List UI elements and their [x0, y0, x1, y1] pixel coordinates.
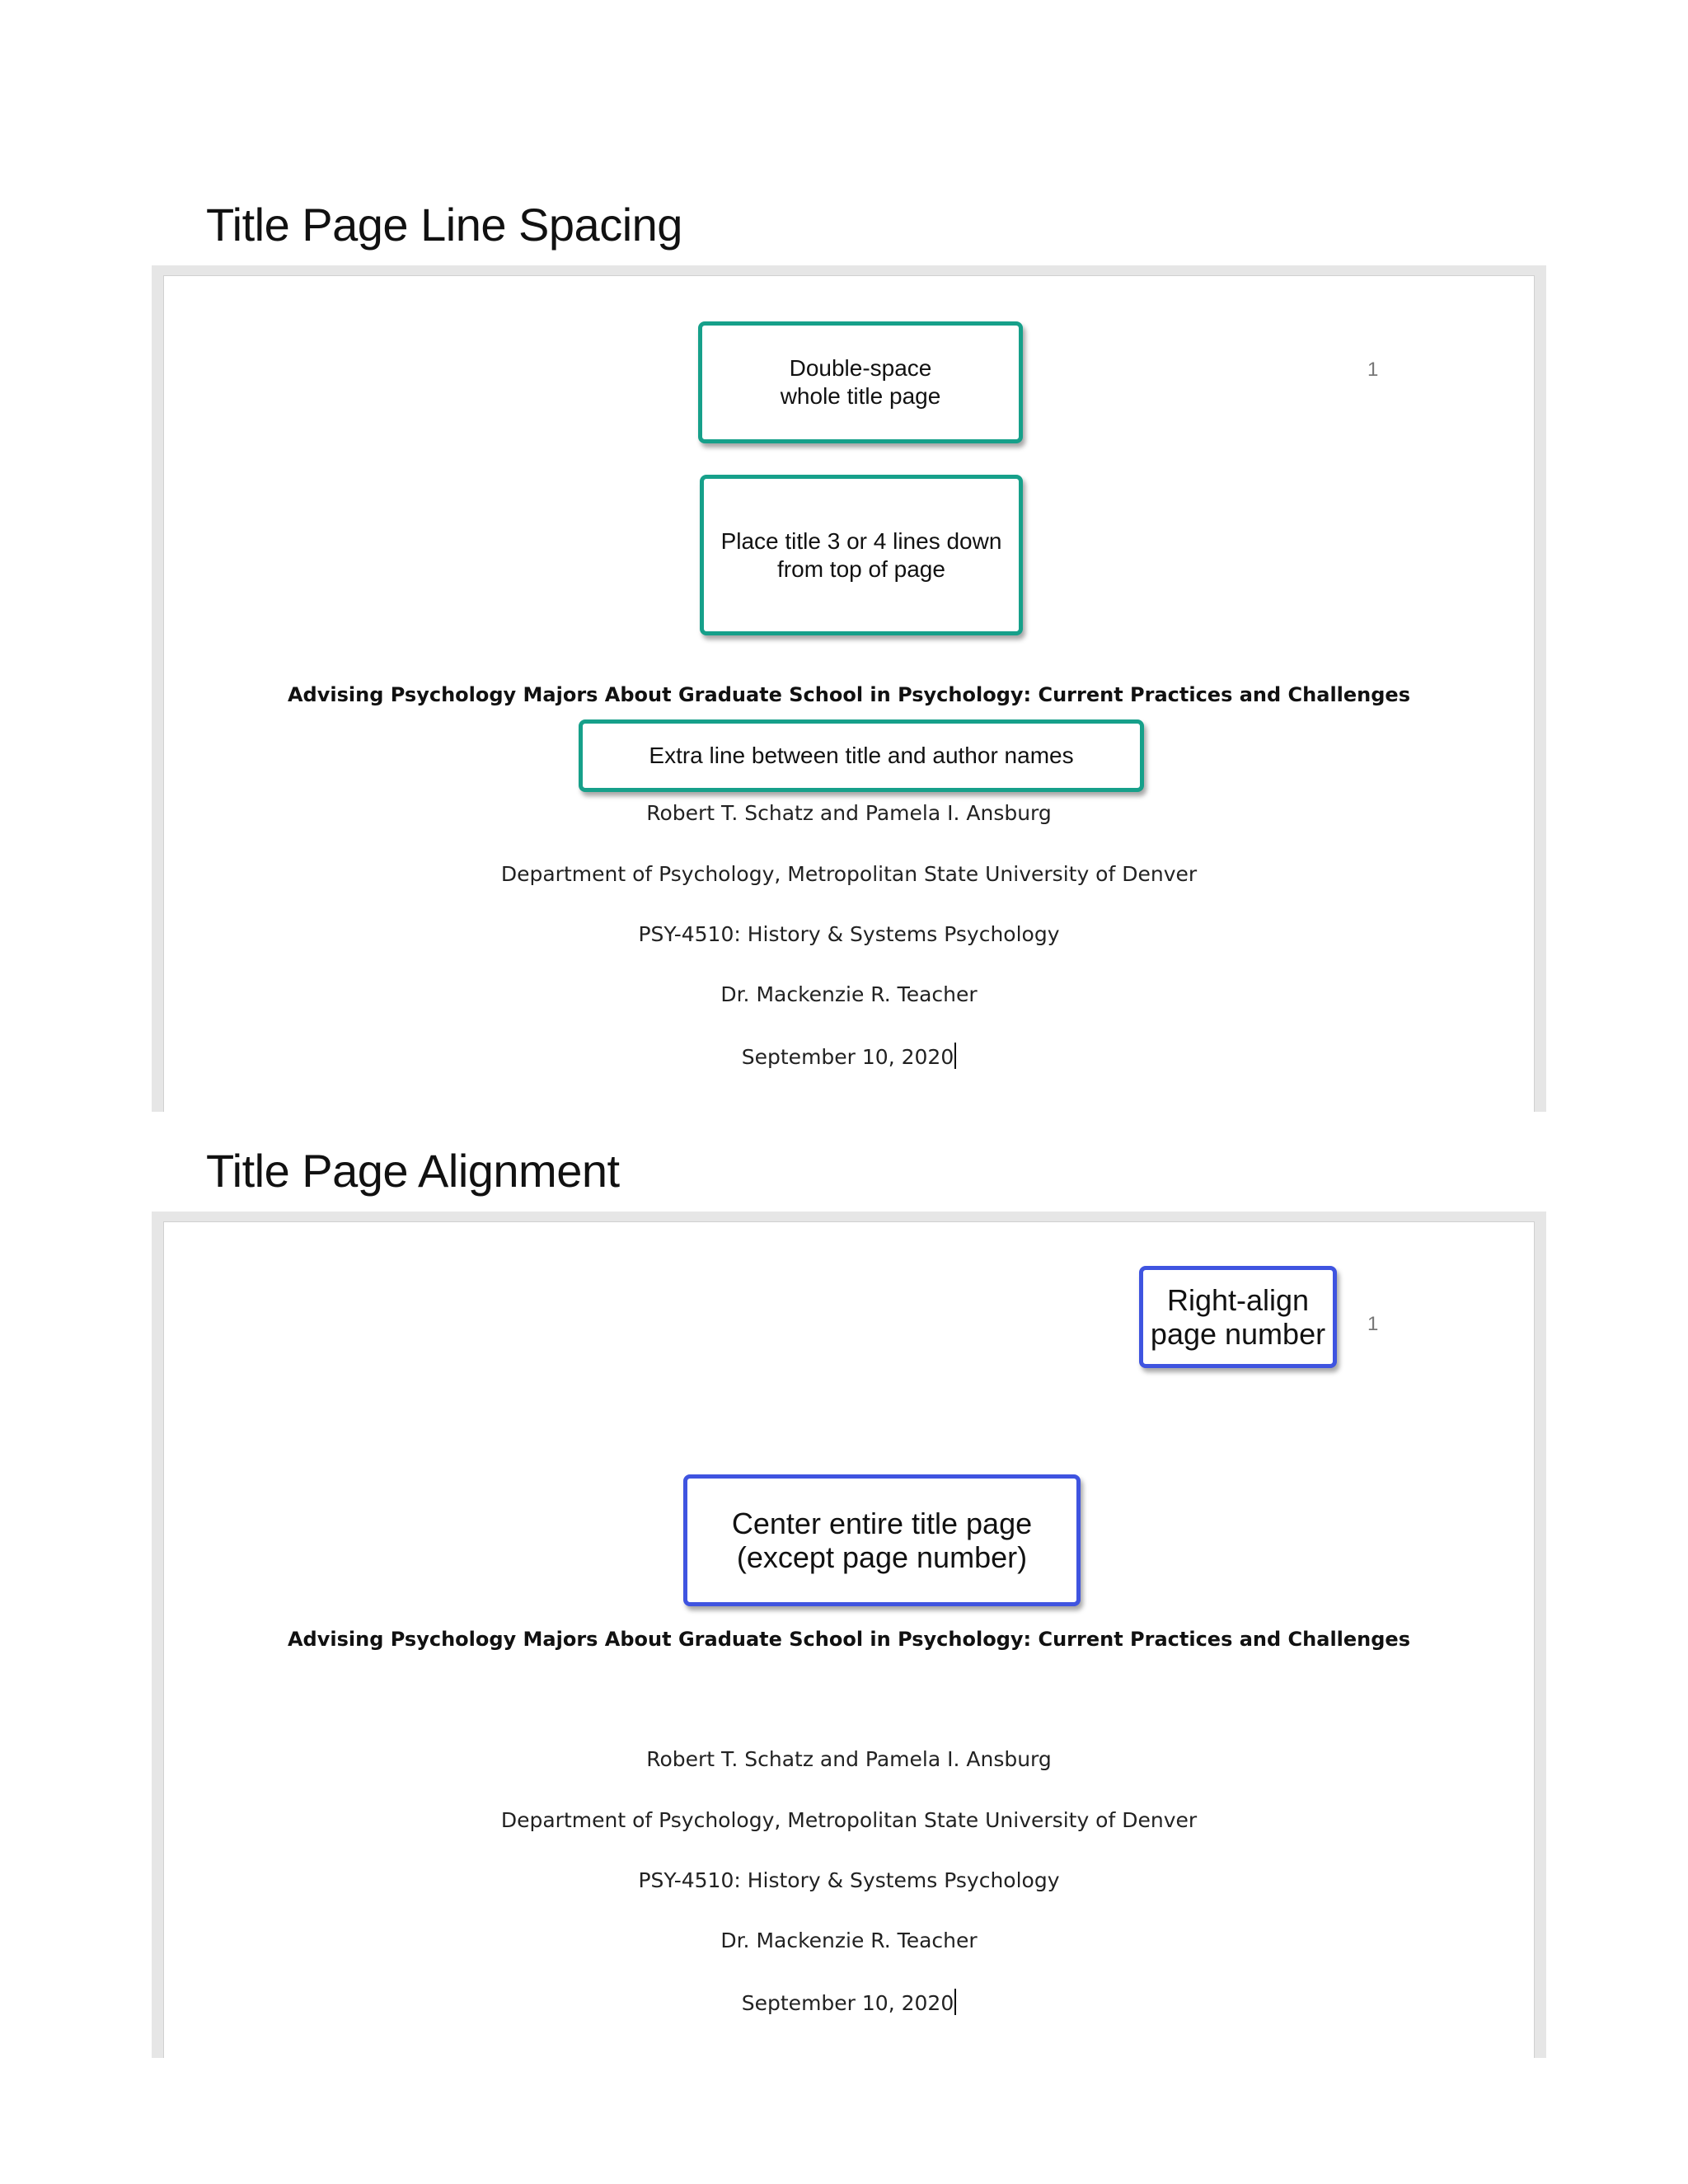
- document-page: [163, 1221, 1535, 2058]
- section-heading-line-spacing: Title Page Line Spacing: [206, 199, 682, 251]
- callout-extra-line: [579, 719, 1144, 792]
- course-line: PSY-4510: History & Systems Psychology: [638, 1868, 1060, 1892]
- callout-double-space: [698, 321, 1023, 443]
- department-line: Department of Psychology, Metropolitan State University of Denver: [500, 1808, 1198, 1832]
- text-cursor: [954, 1989, 956, 2015]
- department-line: Department of Psychology, Metropolitan State University of Denver: [500, 862, 1198, 886]
- callout-center: [683, 1474, 1081, 1606]
- date-text: September 10, 2020: [741, 1045, 954, 1069]
- page-number: 1: [1367, 359, 1379, 381]
- callout-right-align: [1139, 1266, 1337, 1368]
- section-heading-alignment: Title Page Alignment: [206, 1145, 620, 1197]
- callout-text: Right-align page number: [1150, 1283, 1326, 1351]
- callout-text: Center entire title page (except page number): [731, 1507, 1033, 1574]
- callout-text: Extra line between title and author names: [649, 743, 1074, 768]
- callout-text: Place title 3 or 4 lines down from top of page: [720, 527, 1002, 582]
- page-number: 1: [1367, 1313, 1379, 1335]
- date-line: [164, 1989, 1534, 2015]
- instructor-line: Dr. Mackenzie R. Teacher: [720, 1929, 978, 1952]
- course-line: PSY-4510: History & Systems Psychology: [638, 922, 1060, 946]
- instructor-line: Dr. Mackenzie R. Teacher: [720, 982, 978, 1006]
- callout-place-title: [700, 475, 1023, 635]
- title-page-example-frame: [152, 1212, 1546, 2058]
- author-names: Robert T. Schatz and Pamela I. Ansburg: [646, 1747, 1052, 1771]
- title-page-example-frame: [152, 265, 1546, 1112]
- text-cursor: [954, 1043, 956, 1069]
- document-title: Advising Psychology Majors About Graduate School in Psychology: Current Practices and Challenges: [287, 683, 1410, 706]
- document-title: Advising Psychology Majors About Graduate School in Psychology: Current Practices and Challenges: [287, 1628, 1410, 1651]
- callout-text: Double-space whole title page: [780, 355, 941, 409]
- document-page: [163, 275, 1535, 1112]
- author-names: Robert T. Schatz and Pamela I. Ansburg: [646, 801, 1052, 825]
- date-line: [164, 1043, 1534, 1069]
- date-text: September 10, 2020: [741, 1991, 954, 2015]
